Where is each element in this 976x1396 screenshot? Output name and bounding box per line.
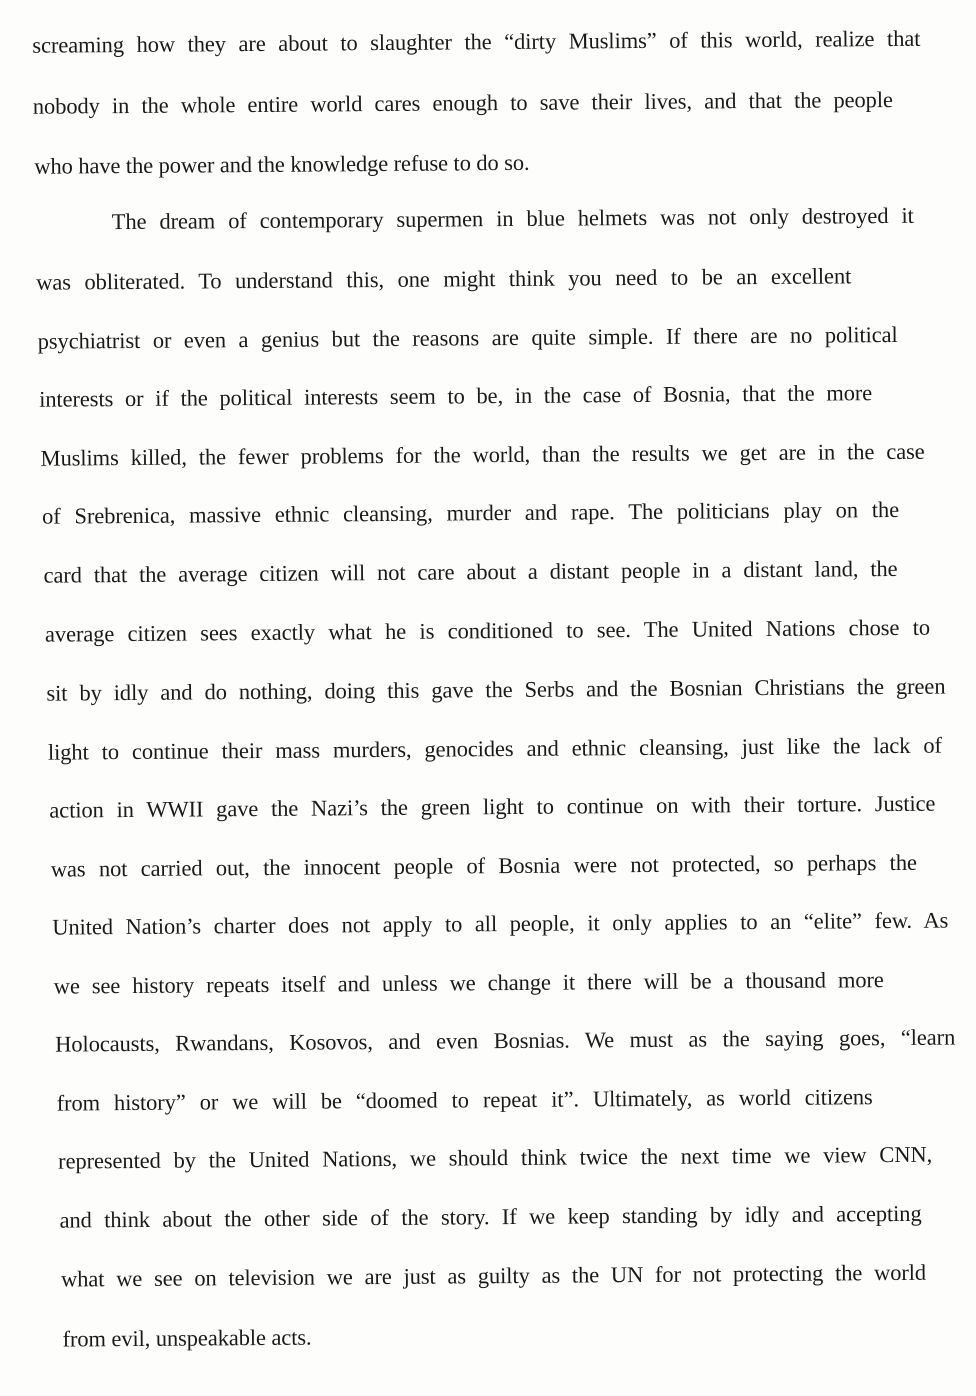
text-line: United Nation’s charter does not apply to all people, it only applies to an “elite” few. As <box>52 907 949 940</box>
text-line: sit by idly and do nothing, doing this gave the Serbs and the Bosnian Christians the green <box>46 673 946 706</box>
text-line: what we see on television we are just as guilty as the UN for not protecting the world <box>60 1259 927 1292</box>
text-line: screaming how they are about to slaughter the “dirty Muslims” of this world, realize that <box>32 25 921 58</box>
text-line: The dream of contemporary supermen in blue helmets was not only destroyed it <box>111 202 914 234</box>
text-line: psychiatrist or even a genius but the reasons are quite simple. If there are no political <box>37 321 898 354</box>
text-line: from evil, unspeakable acts. <box>62 1324 312 1352</box>
text-line: Muslims killed, the fewer problems for the world, than the results we get are in the case <box>40 438 925 471</box>
text-line: action in WWII gave the Nazi’s the green light to continue on with their torture. Justice <box>49 790 936 823</box>
text-line: from history” or we will be “doomed to repeat it”. Ultimately, as world citizens <box>56 1084 873 1116</box>
text-line: Holocausts, Rwandans, Kosovos, and even Bosnias. We must as the saying goes, “learn <box>55 1024 956 1057</box>
text-line: was obliterated. To understand this, one might think you need to be an excellent <box>36 263 852 295</box>
text-line: interests or if the political interests seem to be, in the case of Bosnia, that the more <box>39 380 873 413</box>
text-line: card that the average citizen will not care about a distant people in a distant land, the <box>43 555 898 588</box>
text-line: we see history repeats itself and unless we change it there will be a thousand more <box>53 966 884 999</box>
text-line: of Srebrenica, massive ethnic cleansing, murder and rape. The politicians play on the <box>41 497 900 530</box>
text-line: and think about the other side of the story. If we keep standing by idly and accepting <box>59 1200 922 1233</box>
text-line: nobody in the whole entire world cares enough to save their lives, and that the people <box>32 86 893 119</box>
text-line: who have the power and the knowledge refuse to do so. <box>34 149 530 179</box>
text-line: represented by the United Nations, we should think twice the next time we view CNN, <box>58 1142 933 1175</box>
text-line: average citizen sees exactly what he is conditioned to see. The United Nations chose to <box>44 614 931 647</box>
text-line: was not carried out, the innocent people of Bosnia were not protected, so perhaps the <box>50 849 917 882</box>
text-line: light to continue their mass murders, genocides and ethnic cleansing, just like the lack of <box>47 732 942 765</box>
